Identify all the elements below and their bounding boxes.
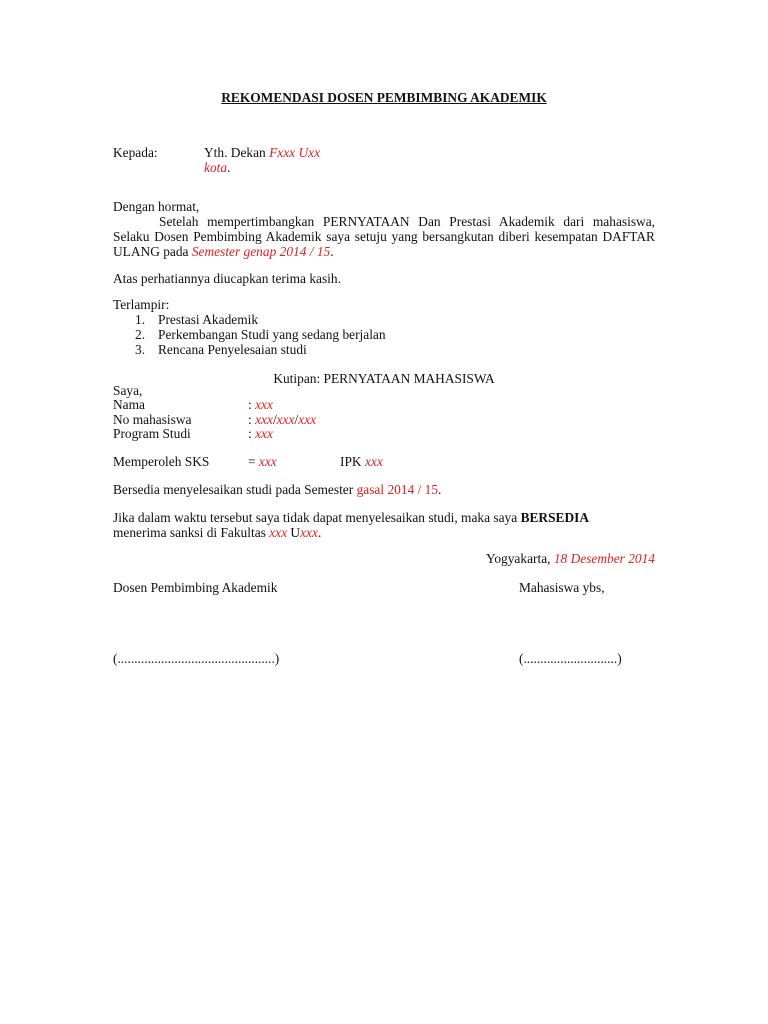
attachments-label: Terlampir: bbox=[113, 297, 170, 312]
field-label-nomor: No mahasiswa bbox=[113, 412, 192, 427]
signature-left-line: (...............................................) bbox=[113, 651, 280, 666]
recipient-kota: kota bbox=[204, 160, 228, 175]
field-value-prodi bbox=[248, 426, 273, 441]
main-paragraph bbox=[113, 214, 655, 259]
sanksi-line2 bbox=[113, 525, 321, 540]
field-colon: : bbox=[248, 426, 252, 441]
recipient-city bbox=[204, 160, 230, 175]
nama-value: xxx bbox=[255, 397, 273, 412]
place: Yogyakarta, bbox=[486, 551, 551, 566]
paragraph-semester: Semester genap 2014 / 15 bbox=[191, 244, 331, 259]
field-value-nama bbox=[248, 397, 273, 412]
sanksi-bold: BERSEDIA bbox=[520, 510, 590, 525]
recipient-prefix: Yth. Dekan bbox=[204, 145, 266, 160]
sanksi-text2: menerima sanksi di Fakultas bbox=[113, 525, 266, 540]
bersedia-end: . bbox=[438, 482, 442, 497]
bersedia-text: Bersedia menyelesaikan studi pada Semester bbox=[113, 482, 354, 497]
recipient-kota-end: . bbox=[227, 160, 231, 175]
kepada-label: Kepada: bbox=[113, 145, 158, 160]
attachment-item: Perkembangan Studi yang sedang berjalan bbox=[158, 327, 386, 342]
field-colon: : bbox=[248, 397, 252, 412]
signature-left-label: Dosen Pembimbing Akademik bbox=[113, 580, 278, 595]
field-colon: : bbox=[248, 412, 252, 427]
nomor-part: xxx bbox=[298, 412, 317, 427]
bersedia-semester: gasal 2014 / 15 bbox=[356, 482, 439, 497]
sanksi-u: U bbox=[290, 525, 301, 540]
ipk-value: xxx bbox=[364, 454, 383, 469]
nomor-part: xxx bbox=[255, 412, 273, 427]
document-title: REKOMENDASI DOSEN PEMBIMBING AKADEMIK bbox=[221, 90, 547, 105]
date: 18 Desember 2014 bbox=[553, 551, 655, 566]
attachment-number: 1. bbox=[135, 312, 146, 327]
sks-label: Memperoleh SKS bbox=[113, 454, 210, 469]
attachment-number: 2. bbox=[135, 327, 146, 342]
sks-value: xxx bbox=[258, 454, 277, 469]
thanks-line: Atas perhatiannya diucapkan terima kasih. bbox=[113, 271, 341, 286]
bersedia-line bbox=[113, 482, 441, 497]
paragraph-end: . bbox=[330, 244, 334, 259]
signature-right-line: (............................) bbox=[519, 651, 622, 666]
nomor-slash: / bbox=[294, 412, 299, 427]
salutation: Dengan hormat, bbox=[113, 199, 200, 214]
sanksi-uni: xxx bbox=[300, 525, 318, 540]
student-intro: Saya, bbox=[113, 383, 143, 398]
nomor-slash: / bbox=[272, 412, 277, 427]
sanksi-end: . bbox=[317, 525, 322, 540]
sanksi-fakultas: xxx bbox=[269, 525, 288, 540]
nomor-part: xxx bbox=[276, 412, 295, 427]
ipk-label: IPK bbox=[340, 454, 362, 469]
prodi-value: xxx bbox=[255, 426, 273, 441]
sks-eq: = bbox=[248, 454, 256, 469]
attachment-item: Rencana Penyelesaian studi bbox=[158, 342, 307, 357]
sanksi-text: Jika dalam waktu tersebut saya tidak dapat menyelesaikan studi, maka saya bbox=[113, 510, 518, 525]
field-value-nomor bbox=[248, 412, 316, 427]
recipient-line bbox=[204, 145, 320, 160]
attachment-item: Prestasi Akademik bbox=[158, 312, 259, 327]
attachment-number: 3. bbox=[135, 342, 146, 357]
signature-right-label: Mahasiswa ybs, bbox=[519, 580, 605, 595]
ipk-line bbox=[340, 454, 383, 469]
field-label-prodi: Program Studi bbox=[113, 426, 191, 441]
sanksi-line1 bbox=[113, 510, 655, 525]
paragraph-text: Setelah mempertimbangkan PERNYATAAN Dan Prestasi Akademik dari mahasiswa, Selaku Dosen Pembimbing Akademik saya setuju yang bersangkutan diberi kesempatan DAFTAR ULANG pada bbox=[113, 214, 655, 259]
recipient-dekan: Fxxx Uxx bbox=[269, 145, 321, 160]
place-date bbox=[486, 551, 655, 566]
field-label-nama: Nama bbox=[113, 397, 145, 412]
kutipan-heading: Kutipan: PERNYATAAN MAHASISWA bbox=[273, 371, 495, 386]
sks-value-line bbox=[248, 454, 277, 469]
